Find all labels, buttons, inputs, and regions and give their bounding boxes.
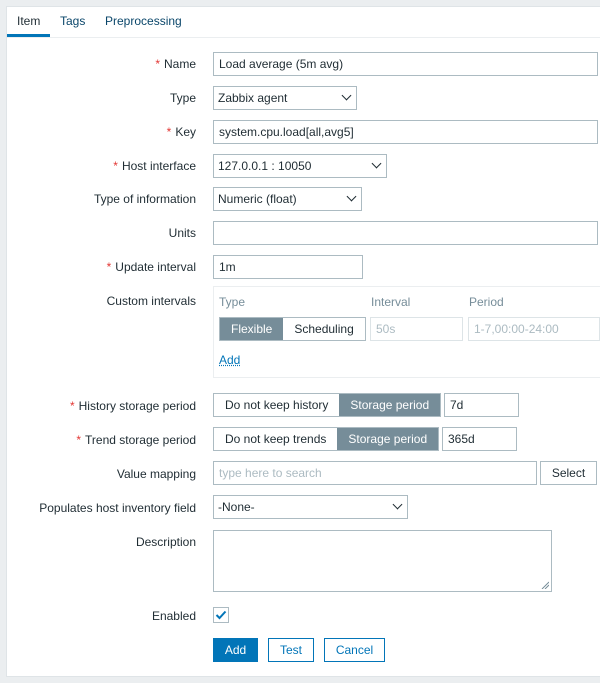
tab-preprocessing[interactable]: Preprocessing	[105, 14, 182, 28]
type-select[interactable]: Zabbix agent	[213, 86, 357, 110]
inventory-label: Populates host inventory field	[39, 501, 196, 515]
host-interface-select[interactable]: 127.0.0.1 : 10050	[213, 154, 387, 178]
required-mark: *	[76, 433, 82, 447]
chevron-down-icon	[347, 192, 357, 202]
history-mode-segment	[213, 393, 441, 417]
value-mapping-select-button[interactable]: Select	[540, 461, 597, 485]
value-mapping-label: Value mapping	[116, 467, 196, 481]
chevron-down-icon	[342, 91, 352, 101]
interval-type-segment	[219, 317, 366, 341]
inventory-select[interactable]: -None-	[213, 495, 408, 519]
type-of-information-label: Type of information	[93, 192, 196, 206]
required-mark: *	[106, 260, 112, 274]
tab-divider	[7, 37, 600, 38]
custom-period-input[interactable]: 1-7,00:00-24:00	[468, 317, 600, 341]
column-interval-header: Interval	[371, 295, 411, 309]
history-label: * History storage period	[69, 399, 196, 413]
tab-bar	[7, 7, 600, 37]
key-input[interactable]: system.cpu.load[all,avg5]	[213, 120, 598, 144]
update-interval-input[interactable]: 1m	[213, 255, 363, 279]
type-label: Type	[169, 91, 196, 105]
host-interface-label: * Host interface	[113, 159, 196, 173]
scheduling-option[interactable]: Scheduling	[283, 318, 364, 340]
cancel-button[interactable]: Cancel	[324, 638, 385, 662]
enabled-label: Enabled	[151, 609, 196, 623]
name-label: * Name	[155, 57, 196, 71]
required-mark: *	[166, 125, 172, 139]
key-label: * Key	[166, 125, 196, 139]
column-type-header: Type	[219, 295, 246, 309]
do-not-keep-history-option[interactable]: Do not keep history	[214, 394, 339, 416]
chevron-down-icon	[372, 159, 382, 169]
column-period-header: Period	[469, 295, 504, 309]
description-label: Description	[135, 535, 196, 549]
value-mapping-input[interactable]: type here to search	[213, 461, 537, 485]
description-textarea[interactable]	[213, 530, 552, 592]
trend-period-input[interactable]: 365d	[442, 427, 517, 451]
units-input[interactable]	[213, 221, 598, 245]
history-storage-period-option[interactable]: Storage period	[339, 394, 440, 416]
history-period-input[interactable]: 7d	[444, 393, 519, 417]
tab-item[interactable]: Item	[7, 7, 50, 37]
units-label: Units	[168, 226, 196, 240]
required-mark: *	[155, 57, 160, 71]
add-custom-interval-link[interactable]: Add	[219, 353, 241, 367]
chevron-down-icon	[393, 500, 403, 510]
trend-mode-segment	[213, 427, 439, 451]
do-not-keep-trends-option[interactable]: Do not keep trends	[214, 428, 337, 450]
custom-interval-input[interactable]: 50s	[370, 317, 463, 341]
trend-label: * Trend storage period	[76, 433, 196, 447]
checkmark-icon	[214, 608, 228, 622]
name-input[interactable]: Load average (5m avg)	[213, 52, 598, 76]
enabled-checkbox[interactable]	[213, 607, 229, 623]
required-mark: *	[69, 399, 75, 413]
update-interval-label: * Update interval	[106, 260, 196, 274]
flexible-option[interactable]: Flexible	[220, 318, 283, 340]
test-button[interactable]: Test	[268, 638, 314, 662]
type-of-information-select[interactable]: Numeric (float)	[213, 187, 362, 211]
resize-grip-icon[interactable]	[541, 581, 549, 589]
add-button[interactable]: Add	[213, 638, 258, 662]
required-mark: *	[113, 159, 118, 173]
tab-tags[interactable]: Tags	[60, 14, 86, 28]
custom-intervals-label: Custom intervals	[106, 294, 196, 308]
trend-storage-period-option[interactable]: Storage period	[337, 428, 438, 450]
